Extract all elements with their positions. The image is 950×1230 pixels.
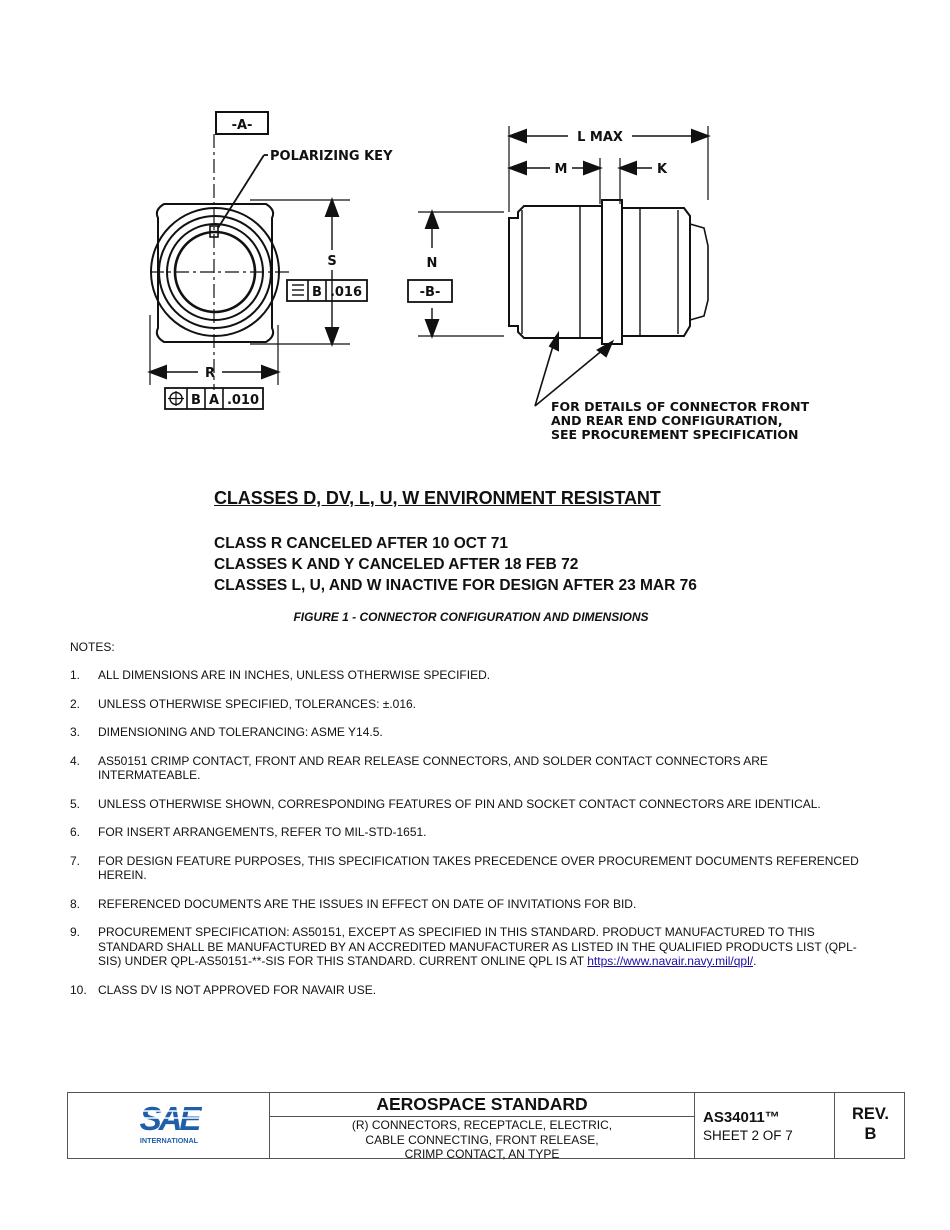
position-datum-b: B xyxy=(191,393,201,408)
figure-caption: FIGURE 1 - CONNECTOR CONFIGURATION AND DIMENSIONS xyxy=(293,610,649,624)
note-text: UNLESS OTHERWISE SHOWN, CORRESPONDING FEATURES OF PIN AND SOCKET CONTACT CONNECTORS ARE IDENTICAL. xyxy=(98,796,821,811)
n-label: N xyxy=(426,256,438,271)
revision-cell xyxy=(835,1093,906,1158)
note-text: REFERENCED DOCUMENTS ARE THE ISSUES IN EFFECT ON DATE OF INVITATIONS FOR BID. xyxy=(98,896,637,911)
r-label: R xyxy=(204,366,216,381)
note-text: FOR DESIGN FEATURE PURPOSES, THIS SPECIFICATION TAKES PRECEDENCE OVER PROCUREMENT DOCUMENTS REFERENCED HEREIN. xyxy=(98,853,859,882)
note-number: 8. xyxy=(70,896,81,911)
sae-logo-subtext: INTERNATIONAL xyxy=(139,1136,199,1145)
class-status-line: CLASSES L, U, AND W INACTIVE FOR DESIGN AFTER 23 MAR 76 xyxy=(214,577,697,594)
revision-label: REV. xyxy=(852,1105,889,1123)
document-title-line: CRIMP CONTACT, AN TYPE xyxy=(404,1147,560,1161)
note-text: DIMENSIONING AND TOLERANCING: ASME Y14.5. xyxy=(98,725,383,739)
note-text: AS50151 CRIMP CONTACT, FRONT AND REAR RELEASE CONNECTORS, AND SOLDER CONTACT CONNECTORS ARE INTERMATEABLE. xyxy=(98,753,768,782)
note-text: CLASS DV IS NOT APPROVED FOR NAVAIR USE. xyxy=(98,982,377,997)
polarizing-key-label: POLARIZING KEY xyxy=(270,149,393,164)
note-number: 6. xyxy=(70,825,81,839)
detail-note-line3: SEE PROCUREMENT SPECIFICATION xyxy=(551,427,799,442)
sheet-number: SHEET 2 OF 7 xyxy=(703,1128,793,1143)
note-number: 4. xyxy=(70,753,81,768)
detail-note-line2: AND REAR END CONFIGURATION, xyxy=(551,413,783,428)
datum-b-label: -B- xyxy=(419,285,441,300)
position-datum-a: A xyxy=(208,393,220,408)
note-number: 7. xyxy=(70,853,81,868)
s-label: S xyxy=(327,254,337,269)
note-number: 1. xyxy=(70,668,81,682)
sae-logo xyxy=(136,1099,202,1147)
note-item xyxy=(70,668,870,683)
notes-label: NOTES: xyxy=(70,640,115,654)
sae-logo-text: SAE xyxy=(139,1100,199,1137)
document-title-line: (R) CONNECTORS, RECEPTACLE, ELECTRIC, xyxy=(351,1118,613,1132)
note-text: PROCUREMENT SPECIFICATION: AS50151, EXCEPT AS SPECIFIED IN THIS STANDARD. PRODUCT MANUFACTURED TO THIS STANDARD SHALL BE MANUFACTURED BY AN ACCREDITED MANUFACTURER AS LISTED IN THE QUALIFIED PRODUCTS LIST (QPL-SIS) UNDER QPL-AS50151-**-SIS FOR THIS STANDARD. CURRENT ONLINE QPL IS AT xyxy=(98,925,857,968)
class-status-line: CLASSES K AND Y CANCELED AFTER 18 FEB 72 xyxy=(214,556,579,573)
notes-list xyxy=(70,668,870,1011)
environment-title: CLASSES D, DV, L, U, W ENVIRONMENT RESISTANT xyxy=(214,488,661,508)
title-cell xyxy=(270,1093,695,1161)
note-item xyxy=(70,797,870,812)
side-body xyxy=(509,206,602,338)
m-label: M xyxy=(554,162,568,177)
note-item xyxy=(70,825,870,840)
note-item xyxy=(70,983,870,998)
datum-a-label: -A- xyxy=(231,118,253,133)
note-number: 2. xyxy=(70,696,81,711)
position-value: .010 xyxy=(226,393,260,408)
class-status-block xyxy=(214,533,697,596)
l-max-label: L MAX xyxy=(577,130,623,145)
document-number-cell xyxy=(695,1093,835,1158)
note-item xyxy=(70,697,870,712)
detail-note-line1: FOR DETAILS OF CONNECTOR FRONT xyxy=(551,399,810,414)
note-text: FOR INSERT ARRANGEMENTS, REFER TO MIL-STD-1651. xyxy=(98,825,427,839)
note-text-end: . xyxy=(753,954,757,968)
note-text: UNLESS OTHERWISE SPECIFIED, TOLERANCES: ±.016. xyxy=(98,696,417,711)
title-block xyxy=(67,1092,905,1159)
connector-drawing xyxy=(140,100,830,460)
flatness-value: .016 xyxy=(329,285,363,300)
revision-value: B xyxy=(864,1125,877,1143)
document-number: AS34011™ xyxy=(703,1109,780,1126)
k-label: K xyxy=(656,162,668,177)
note-text: ALL DIMENSIONS ARE IN INCHES, UNLESS OTHERWISE SPECIFIED. xyxy=(98,668,491,682)
note-item xyxy=(70,925,870,969)
note-item xyxy=(70,897,870,912)
document-title-line: CABLE CONNECTING, FRONT RELEASE, xyxy=(365,1132,599,1147)
note-item xyxy=(70,754,870,783)
note-number: 10. xyxy=(70,982,87,997)
logo-cell xyxy=(68,1093,270,1158)
note-item xyxy=(70,854,870,883)
note-number: 9. xyxy=(70,925,81,939)
standard-type: AEROSPACE STANDARD xyxy=(270,1093,694,1117)
note-item xyxy=(70,725,870,740)
note-number: 5. xyxy=(70,796,81,811)
note-number: 3. xyxy=(70,725,81,739)
class-status-line: CLASS R CANCELED AFTER 10 OCT 71 xyxy=(214,535,508,552)
qpl-link[interactable]: https://www.navair.navy.mil/qpl/ xyxy=(587,954,754,968)
side-flange xyxy=(602,200,622,344)
flatness-datum: B xyxy=(312,285,322,300)
